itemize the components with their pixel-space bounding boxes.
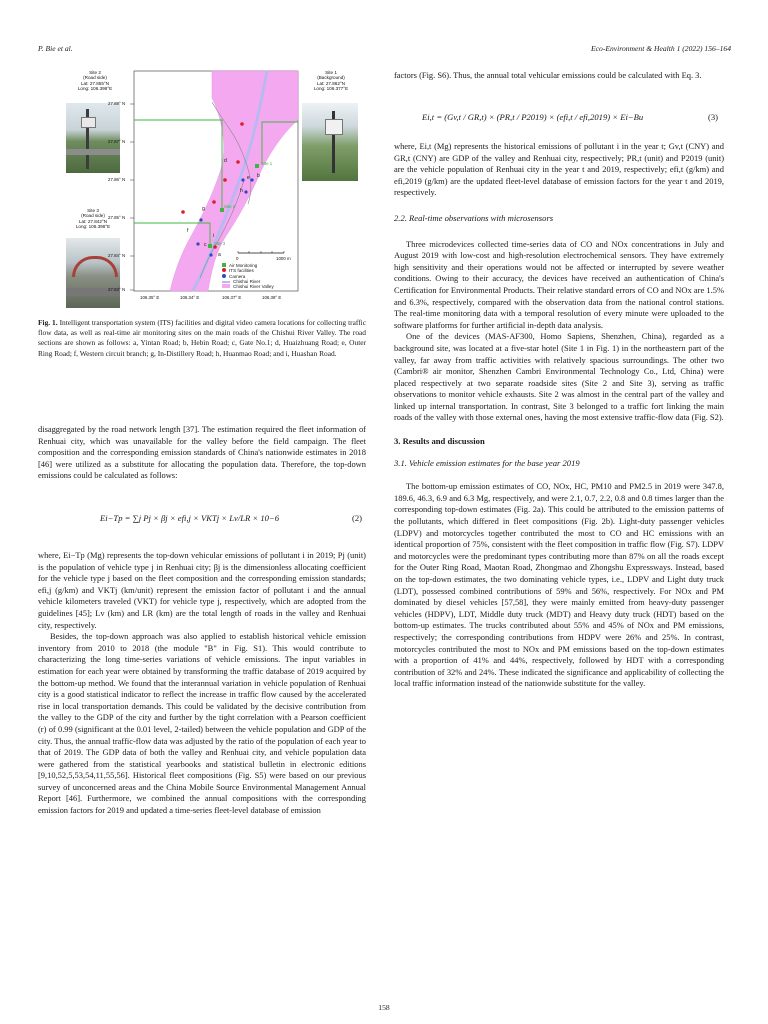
camera (209, 253, 212, 256)
equation-3: Ei,t = (Gv,t / GR,t) × (PR,t / P2019) × (efi,t / efi,2019) × Ei−Bu (422, 112, 644, 122)
camera (250, 178, 253, 181)
legend-item-its: ITS facilities (222, 268, 298, 273)
figure-1-caption: Fig. 1. Intelligent transportation system (ITS) facilities and digital video camera locations for collecting traffic flow data, as well as real-time air monitoring sites on the main roads of the Chishui River Valley. The road sections are shown as follows: a, Yintan Road; b, Hebin Road; c, Gate No.1; d, Huaizhuang Road; e, Outer Ring Road; f, Western circuit branch; g, In-Distillery Road; h, Huanmao Road; and i, Huashan Road. (38, 318, 366, 358)
site3-marker-label: Site 3 (214, 241, 226, 246)
camera (199, 218, 202, 221)
scalebar-max: 1000 m (276, 256, 291, 261)
its-facility (240, 122, 244, 126)
its-facility (212, 200, 216, 204)
lon-tick: 106.37° E (222, 295, 242, 300)
site1-marker-label: Site 1 (261, 161, 273, 166)
left-column (38, 424, 366, 482)
paragraph: Three microdevices collected time-series data of CO and NOx concentrations in July and August 2019 with low-cost and high-resolution electrochemical sensors. They have extremely high sensitivity and their operations would not be affected or interrupted by severe weather conditions. Owing to their accuracy, the devices have received an authentication of China's Certification for Environmental Products. Their relative standard errors of CO and NOx are 1.5% and 6.3%, respectively, compared with the observation data from the national control stations. The real-time monitoring data with a temporal resolution of every minute were uploaded to the software platforms for further artificial in-depth data analysis. (394, 238, 724, 330)
section-heading-2-2: 2.2. Real-time observations with microsensors (394, 212, 554, 223)
lat-tick: 27.84° N (108, 253, 126, 258)
site1-label: Site 1 (Background) Lat: 27.862°N Long: 106.377°E (313, 70, 349, 92)
camera (241, 178, 244, 181)
lon-tick: 106.34° E (180, 295, 200, 300)
legend-item-camera: Camera (222, 274, 298, 279)
lat-tick: 27.85° N (108, 215, 126, 220)
paragraph: The bottom-up emission estimates of CO, NOx, HC, PM10 and PM2.5 in 2019 were 347.8, 189.6, 46.3, 6.9 and 6.3 Mg, respectively, and were 2.1, 0.7, 2.2, 0.8 and 0.8 times larger than the corresponding top-down estimates (Fig. 2a). This could be attributed to the emission patterns of the pollutants, which differed in fleet compositions (Fig. 2b). Light-duty passenger vehicles (LDPV) and motorcycles together contributed the most to CO and HC emissions with an identical proportion of 75%, consistent with the fleet composition in traffic flow (Fig. S7). LDPV and motorcycles were the predominant types contributing more than 87% on all the roads except for the Outer Ring Road, Maotan Road, Zhongmao and Zhongshu Expressways. Instead, based on the top-down estimates, the two dominating vehicle types, i.e., LDPV and Light duty truck (LDT), possessed combined contributions of 59% and 56%, respectively. For NOx and PM dominated by diesel vehicles [57,58], they were mainly emitted from heavy-duty passenger vehicles (HDPV), LDT, Middle duty truck (MDT) and Heavy duty truck (HDT) based on the bottom-up estimates. The trucks contributed about 55% and 45% of NOx and PM emissions, respectively; the corresponding contributions from HDPV were 26% and 25%. In contrast, motorcycles contributed the most to NOx and PM emissions based on the top-down estimates with a proportion of 41% and 44%, respectively, followed by HDT with a corresponding contribution of 32% and 24%. These indicated the significance and applicability of collecting the local traffic information instead of the nationwide substitute for the valley. (394, 481, 724, 689)
point-label-a: a (218, 252, 221, 258)
lat-tick: 27.88° N (108, 101, 126, 106)
left-column-lower (38, 550, 366, 817)
air-monitoring-site-1 (255, 164, 259, 168)
legend-item-valley: Chishui River Valley (222, 284, 298, 289)
running-journal: Eco-Environment & Health 1 (2022) 156–164 (591, 44, 731, 53)
paragraph: One of the devices (MAS-AF300, Homo Sapiens, Shenzhen, China), regarded as a background site, was located at a five-star hotel (Site 1 in Fig. 1) in the northeastern part of the valley, far away from traffic activities with relatively spacious surroundings. The other two (Cambri® air monitor, Shenzhen Cambri Environmental Technology Co., Ltd, China) were placed respectively at two separate roadside sites (Site 2 and Site 3), serving as traffic observations to monitor vehicle exhausts. Site 2 was almost in the central part of the valley and linked up internal transportation. In contrast, Site 3 belonged to a traffic fort linking the main roads of the valley with those external ones, having the most extensive traffic-flow data (Fig. S2). (394, 331, 724, 423)
section-heading-3-1: 3.1. Vehicle emission estimates for the base year 2019 (394, 457, 580, 468)
paragraph: where, Ei−Tp (Mg) represents the top-down vehicular emissions of pollutant i in 2019; Pj (unit) is the population of vehicle type j in Renhuai city; βj is the dimensionless allocating coefficient for the vehicle type j based on the fleet composition and the corresponding emission standards; efi,j (g/km) and VKTj (km/unit) represent the emission factor of pollutant i and the annual vehicle kilometers traveled (VKT) for vehicle type j, respectively, which are adopted from the guidelines [45]; Lv (km) and LR (km) are the total length of roads in the valley and Renhuai city, respectively. (38, 550, 366, 630)
lat-tick: 27.86° N (108, 177, 126, 182)
site2-label: Site 2 (Road side) Lat: 27.855°N Long: 106.398°E (77, 70, 113, 92)
point-label-c: c (204, 242, 207, 248)
lon-tick: 106.35° E (140, 295, 160, 300)
point-label-b: b (257, 173, 260, 179)
figure-legend (222, 263, 298, 305)
site1-photo (302, 103, 358, 181)
air-monitoring-site-3 (208, 244, 212, 248)
point-label-d: d (224, 158, 227, 164)
right-column-top (394, 70, 724, 82)
site3-label: Site 3 (Road side) Lat: 27.842°N Long: 106.398°E (75, 208, 111, 230)
point-label-h: h (240, 188, 243, 194)
section-heading-3: 3. Results and discussion (394, 436, 485, 447)
scalebar-zero: 0 (236, 256, 239, 261)
its-facility (181, 210, 185, 214)
equation-3-number: (3) (708, 112, 719, 122)
site2-photo (66, 103, 120, 173)
paragraph: Besides, the top-down approach was also applied to establish historical vehicle emission inventory from 2010 to 2018 (the module "B" in Fig. S1). This would contribute to characterizing the long time-series variations of vehicle emissions. The input variables in estimation for each year were obtained by transforming the traffic database of 2019 acquired by the bottom-up method. We found that the interannual variation in vehicle population of Renhuai city is a good statistical indicator to reflect the increase in traffic flow caused by the accelerated rise in local transportation demands. This could be validated by the decisive contribution from the valley to the GDP of the city and further by the tight correlation with a Pearson coefficient (r) of 0.99 (significant at the 0.01 level, 2-tailed) between the vehicle population and GDP of the city. Thus, the annual traffic-flow data was adjusted by the ratio of the population of each year to that of 2019. The GDP data of both the valley and Renhuai city, and vehicle population data were gathered from the statistical yearbooks and statistical bulletin in electronic editions [9,10,52,5,53,54,11,55,56]. Historical fleet compositions (Fig. S5) were based on our previous survey of unconcerned areas and the China Mobile Source Environmental Management Annual Report [46]. Furthermore, we combined the annual compositions with the corresponding emission factors for 2019 and updated a time-series fleet-level database of emission (38, 631, 366, 816)
its-facility (236, 160, 240, 164)
equation-2-number: (2) (352, 513, 363, 523)
paragraph: where, Ei,t (Mg) represents the historical emissions of pollutant i in the year t; Gv,t (CNY) and GR,t (CNY) are GDP of the valley and Renhuai city, respectively; PR,t (unit) and P2019 (unit) are the vehicle population of Renhuai city in the year t and 2019, respectively; efi,t (g/km) and efi,2019 (g/km) are the updated fleet-level database of emission factors for the year t and 2019, respectively. (394, 141, 724, 198)
point-label-g: g (202, 206, 205, 212)
camera (196, 242, 199, 245)
page-number: 158 (378, 1003, 390, 1012)
legend-item-river: Chishui River (222, 279, 298, 284)
legend-item-air: Air Monitoring (222, 263, 298, 268)
paragraph: factors (Fig. S6). Thus, the annual total vehicular emissions could be calculated with Eq. 3. (394, 70, 702, 80)
paragraph: disaggregated by the road network length [37]. The estimation required the fleet information of Renhuai city, which was unavailable for the valley before the field campaign. The fleet composition and the corresponding emission standards of China's nationwide estimates in 2018 [46] were utilized as a substitute for allocating the population data. Therefore, the top-down emissions could be calculated as follows: (38, 424, 366, 481)
point-label-f: f (187, 228, 189, 234)
lon-tick: 106.38° E (262, 295, 282, 300)
point-label-i: i (213, 233, 215, 239)
its-facility (223, 178, 227, 182)
figure-1 (62, 68, 364, 310)
site2-marker-label: Site 2 (224, 204, 236, 209)
running-author: P. Bie et al. (38, 44, 73, 53)
camera (244, 190, 247, 193)
point-label-e: e (247, 175, 250, 181)
right-column (394, 141, 724, 690)
lat-tick: 27.83° N (108, 287, 126, 292)
lat-tick: 27.87° N (108, 139, 126, 144)
site3-photo (66, 238, 120, 308)
equation-2: Ei−Tp = ∑j Pj × βj × efi,j × VKTj × Lv/LR × 10−6 (100, 513, 280, 523)
